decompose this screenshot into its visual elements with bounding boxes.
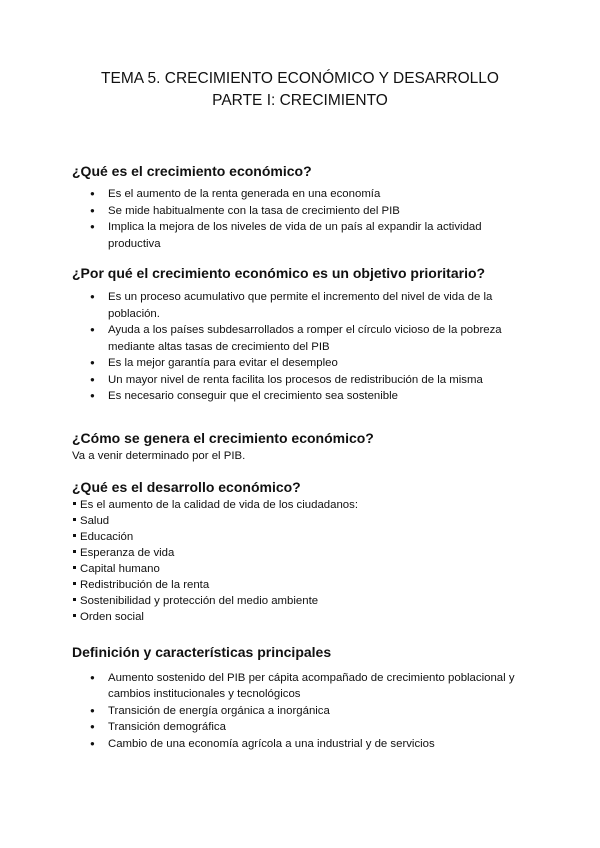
title-line-1: TEMA 5. CRECIMIENTO ECONÓMICO Y DESARROLLO <box>101 70 499 87</box>
section-definition <box>72 643 528 753</box>
square-bullet-icon <box>73 582 76 585</box>
bullet-list <box>72 289 528 405</box>
list-item: ● Es un proceso acumulativo que permite el incremento del nivel de vida de la población. <box>108 289 528 322</box>
bullet-list <box>72 186 528 252</box>
list-item: ● Cambio de una economía agrícola a una industrial y de servicios <box>108 736 528 753</box>
list-item: ● Transición demográfica <box>108 719 528 736</box>
square-bullet-icon <box>73 566 76 569</box>
section-why-priority <box>72 264 528 405</box>
square-bullet-icon <box>73 534 76 537</box>
list-item: ● Es el aumento de la renta generada en una economía <box>108 186 528 203</box>
list-item: ● Es la mejor garantía para evitar el desempleo <box>108 355 528 372</box>
list-item: Orden social <box>72 609 528 625</box>
list-item: Esperanza de vida <box>72 545 528 561</box>
section-heading: ¿Por qué el crecimiento económico es un objetivo prioritario? <box>72 265 486 281</box>
square-bullet-icon <box>73 502 76 505</box>
section-what-is-growth <box>72 162 528 252</box>
section-what-is-development <box>72 478 528 625</box>
square-list <box>72 513 528 625</box>
section-heading: ¿Cómo se genera el crecimiento económico? <box>72 429 374 446</box>
list-item: ● Implica la mejora de los niveles de vida de un país al expandir la actividad productiva <box>108 219 528 252</box>
title-line-2: PARTE I: CRECIMIENTO <box>212 92 388 109</box>
square-bullet-icon <box>73 614 76 617</box>
section-heading: ¿Qué es el crecimiento económico? <box>72 163 312 179</box>
section-heading: Definición y características principales <box>72 643 332 660</box>
section-how-generated <box>72 429 528 464</box>
list-item: Capital humano <box>72 561 528 577</box>
list-item: ● Aumento sostenido del PIB per cápita acompañado de crecimiento poblacional y cambios institucionales y tecnológicos <box>108 670 528 703</box>
square-bullet-icon <box>73 550 76 553</box>
square-bullet-icon <box>73 598 76 601</box>
list-item: Redistribución de la renta <box>72 577 528 593</box>
document-title <box>72 68 528 112</box>
square-bullet-icon <box>73 518 76 521</box>
section-text: Va a venir determinado por el PIB. <box>72 449 246 462</box>
list-item: ● Es necesario conseguir que el crecimiento sea sostenible <box>108 388 528 405</box>
bullet-list <box>72 670 528 753</box>
list-item: Sostenibilidad y protección del medio ambiente <box>72 593 528 609</box>
list-item: ● Transición de energía orgánica a inorgánica <box>108 703 528 720</box>
list-item: ● Ayuda a los países subdesarrollados a romper el círculo vicioso de la pobreza mediante altas tasas de crecimiento del PIB <box>108 322 528 355</box>
section-intro: Es el aumento de la calidad de vida de los ciudadanos: <box>72 497 528 513</box>
list-item: Educación <box>72 529 528 545</box>
list-item: ● Se mide habitualmente con la tasa de crecimiento del PIB <box>108 203 528 220</box>
list-item: Salud <box>72 513 528 529</box>
list-item: ● Un mayor nivel de renta facilita los procesos de redistribución de la misma <box>108 372 528 389</box>
section-heading: ¿Qué es el desarrollo económico? <box>72 478 301 495</box>
